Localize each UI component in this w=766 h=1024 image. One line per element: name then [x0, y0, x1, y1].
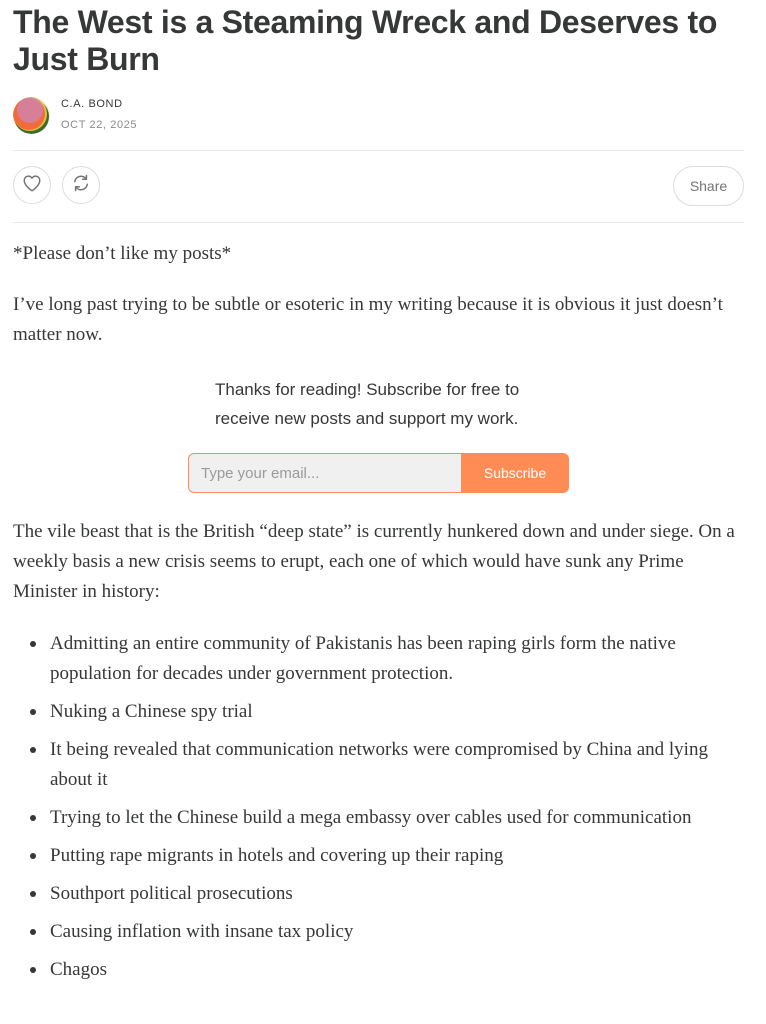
bullet-icon [30, 929, 36, 935]
byline [13, 95, 137, 135]
list-item-text: Causing inflation with insane tax policy [50, 921, 354, 942]
list-item-text: Trying to let the Chinese build a mega embassy over cables used for communication [50, 807, 692, 828]
heart-icon [22, 174, 42, 197]
list-item [13, 735, 740, 795]
paragraph-note: *Please don’t like my posts* [13, 243, 232, 264]
list-item-text: Southport political prosecutions [50, 883, 293, 904]
divider-bottom [13, 222, 744, 223]
subscribe-text: Thanks for reading! Subscribe for free to receive new posts and support my work. [215, 380, 520, 428]
bullet-icon [30, 967, 36, 973]
bullet-list [13, 629, 748, 993]
list-item [13, 697, 740, 727]
bullet-icon [30, 853, 36, 859]
list-item [13, 629, 740, 689]
restack-button[interactable] [62, 166, 100, 204]
bullet-icon [30, 891, 36, 897]
author-avatar[interactable] [13, 97, 50, 134]
list-item-text: Chagos [50, 959, 107, 980]
subscribe-form [188, 453, 569, 493]
author-name[interactable]: C.A. BOND [61, 97, 123, 110]
list-item [13, 879, 740, 909]
bullet-icon [30, 641, 36, 647]
email-input[interactable] [188, 453, 461, 493]
list-item-text: Nuking a Chinese spy trial [50, 701, 253, 722]
paragraph-main: The vile beast that is the British “deep state” is currently hunkered down and under siege. On a weekly basis a new crisis seems to erupt, each one of which would have sunk any Prime Minister in history: [13, 521, 735, 602]
bullet-icon [30, 709, 36, 715]
bullet-icon [30, 747, 36, 753]
list-item-text: Admitting an entire community of Pakistanis has been raping girls form the native population for decades under government protection. [50, 633, 676, 684]
post-title: The West is a Steaming Wreck and Deserves to Just Burn [13, 4, 718, 77]
list-item [13, 955, 740, 985]
post-date: OCT 22, 2025 [61, 118, 138, 131]
list-item-text: It being revealed that communication networks were compromised by China and lying about it [50, 739, 708, 790]
byline-text [61, 99, 137, 132]
share-button[interactable]: Share [673, 166, 744, 206]
paragraph-intro: I’ve long past trying to be subtle or esoteric in my writing because it is obvious it just doesn’t matter now. [13, 294, 723, 345]
list-item [13, 841, 740, 871]
bottom-fade [0, 994, 766, 1024]
list-item-text: Putting rape migrants in hotels and covering up their raping [50, 845, 504, 866]
restack-icon [71, 173, 91, 198]
list-item [13, 917, 740, 947]
subscribe-widget [188, 375, 569, 481]
bullet-icon [30, 815, 36, 821]
like-button[interactable] [13, 166, 51, 204]
subscribe-button[interactable]: Subscribe [461, 453, 569, 493]
list-item [13, 803, 740, 833]
divider-top [13, 150, 744, 151]
